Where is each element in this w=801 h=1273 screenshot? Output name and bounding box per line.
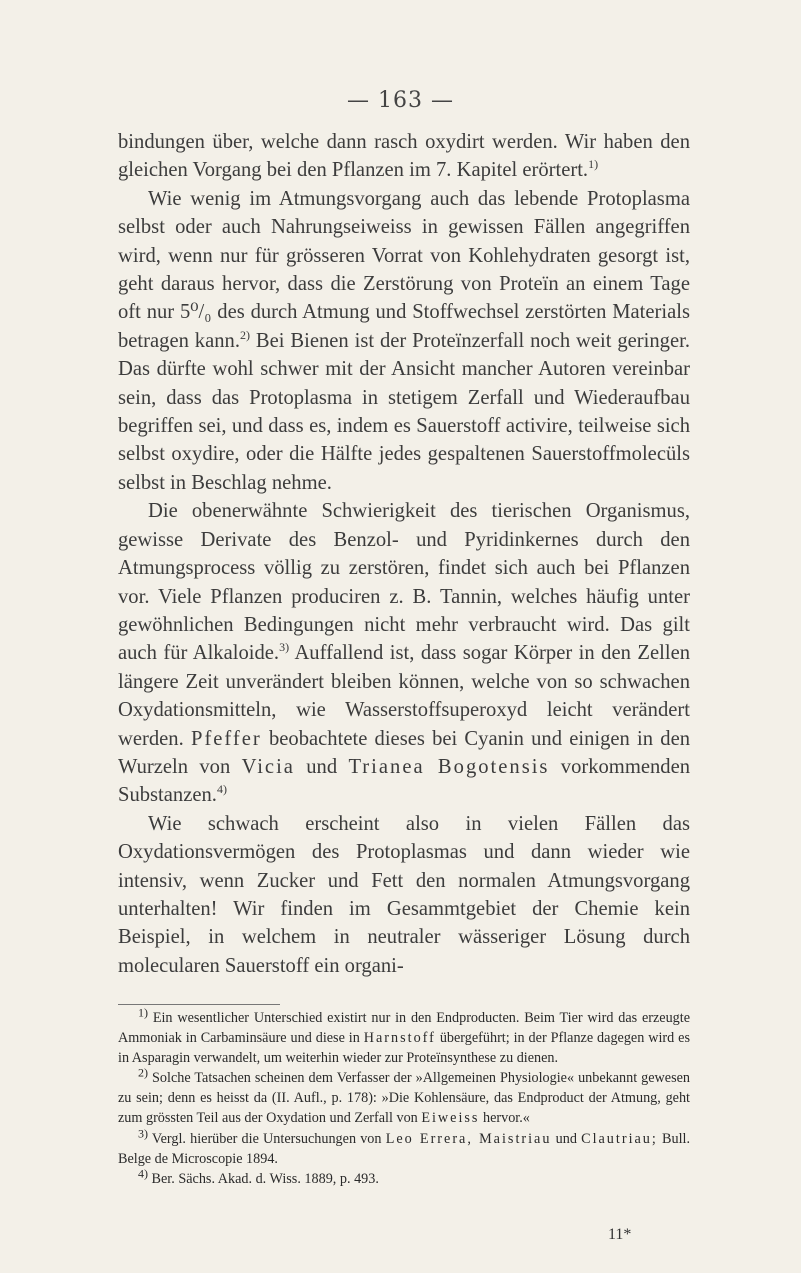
- paragraph-1-text: bindungen über, welche dann rasch oxydirt werden. Wir haben den gleichen Vorgang bei den Pflanzen im 7. Kapitel erörtert.: [118, 131, 690, 182]
- species-trianea: Trianea Bogotensis: [348, 755, 550, 778]
- footnote-3-clautriau: Clautriau;: [581, 1130, 658, 1147]
- footnote-4-text: Ber. Sächs. Akad. d. Wiss. 1889, p. 493.: [151, 1170, 379, 1187]
- footnote-1-mark: 1): [138, 1005, 148, 1020]
- footnote-3-text-c: Bull. Belge de Microscopie 1894.: [118, 1130, 691, 1167]
- paragraph-2: [118, 185, 690, 497]
- footnote-ref-4: 4): [216, 782, 227, 797]
- footnote-2-text-b: hervor.«: [483, 1110, 530, 1127]
- footnote-2-eiweiss: Eiweiss: [421, 1110, 480, 1127]
- paragraph-3: [118, 497, 690, 809]
- footnote-4-mark: 4): [138, 1166, 148, 1181]
- signature-mark: 11*: [608, 1226, 632, 1243]
- paragraph-2-text-b: Bei Bienen ist der Proteïnzerfall noch weit geringer. Das dürfte wohl schwer mit der Ansicht mancher Autoren vereinbar sein, dass das Protoplasma in stetigem Zerfall und Wiederaufbau begriffen sei, und dass es, indem es Sauerstoff activire, teilweise sich selbst oxydire, oder die Hälfte jedes gespaltenen Sauerstoffmolecüls selbst in Beschlag nehme.: [118, 329, 690, 494]
- paragraph-4: [118, 810, 690, 980]
- genus-vicia: Vicia: [241, 755, 295, 778]
- footnote-1-harnstoff: Harnstoff: [363, 1030, 436, 1047]
- footnote-1-text-b: übergeführt; in der Pflanze dagegen wird es in Asparagin verwandelt, um weiterhin wieder zur Proteïnsynthese zu dienen.: [118, 1030, 690, 1067]
- paragraph-4-text: Wie schwach erscheint also in vielen Fällen das Oxydationsvermögen des Protoplasmas und dann wieder wie intensiv, wenn Zucker und Fett den normalen Atmungsvorgang unterhalten! Wir finden im Gesammtgebiet der Chemie kein Beispiel, in welchem in neutraler wässeriger Lösung durch molecularen Sauerstoff ein organi-: [118, 812, 690, 977]
- author-pfeffer: Pfeffer: [190, 727, 262, 750]
- page-number: — 163 —: [347, 88, 454, 113]
- footnote-1-text-a: Ein wesentlicher Unterschied existirt nur in den Endproducten. Beim Tier wird das erzeugte Ammoniak in Carbaminsäure und diese in: [118, 1010, 690, 1047]
- footnote-2-mark: 2): [138, 1065, 148, 1080]
- footnote-1: [118, 1005, 690, 1068]
- footnote-4: [118, 1166, 690, 1189]
- main-text: [118, 128, 690, 980]
- footnote-2: [118, 1065, 691, 1128]
- paragraph-2-text-a: Wie wenig im Atmungsvorgang auch das lebende Protoplasma selbst oder auch Nahrungseiweiss in gewissen Fällen angegriffen wird, wenn nur für grösseren Vorrat von Kohlehydraten gesorgt ist, geht daraus hervor, dass die Zerstörung von Proteïn an einem Tage oft nur 5⁰/₀ des durch Atmung und Stoffwechsel zerstörten Materials betragen kann.: [118, 187, 690, 352]
- footnote-3-mark: 3): [138, 1125, 148, 1140]
- footnote-ref-1: 1): [588, 157, 599, 172]
- paragraph-1: [118, 128, 690, 185]
- footnote-ref-3: 3): [279, 640, 290, 655]
- paragraph-3-text-a: Die obenerwähnte Schwierigkeit des tierischen Organismus, gewisse Derivate des Benzol- und Pyridinkernes durch den Atmungsprocess völlig zu zerstören, findet sich auch bei Pflanzen vor. Viele Pflanzen produciren z. B. Tannin, welches häufig unter gewöhnlichen Bedingungen nicht mehr verbraucht wird. Das gilt auch für Alkaloide.: [118, 500, 690, 665]
- footnote-ref-2: 2): [239, 327, 250, 342]
- footnote-3-text-b: und: [555, 1130, 577, 1147]
- footnote-3-authors: Leo Errera, Maistriau: [385, 1130, 552, 1147]
- paragraph-3-text-e: vorkommenden Substanzen.: [118, 755, 691, 807]
- paragraph-3-text-d: und: [306, 755, 338, 778]
- paragraph-3-text-c: beobachtete dieses bei Cyanin und einigen in den Wurzeln von: [118, 727, 691, 778]
- paragraph-3-text-b: Auffallend ist, dass sogar Körper in den Zellen längere Zeit unverändert bleiben können, welche von so schwachen Oxydationsmitteln, wie Wasserstoffsuperoxyd leicht verändert werden.: [118, 642, 691, 750]
- footnote-2-text: Solche Tatsachen scheinen dem Verfasser der »Allgemeinen Physiologie« unbekannt gewesen zu sein; denn es heisst da (II. Aufl., p. 178): »Die Kohlensäure, das Endproduct der Atmung, geht zum grössten Teil aus der Oxydation und Zerfall von: [118, 1070, 691, 1127]
- footnotes: [118, 1005, 691, 1189]
- footnote-3-text-a: Vergl. hierüber die Untersuchungen von: [151, 1130, 382, 1147]
- footnote-3: [118, 1125, 691, 1169]
